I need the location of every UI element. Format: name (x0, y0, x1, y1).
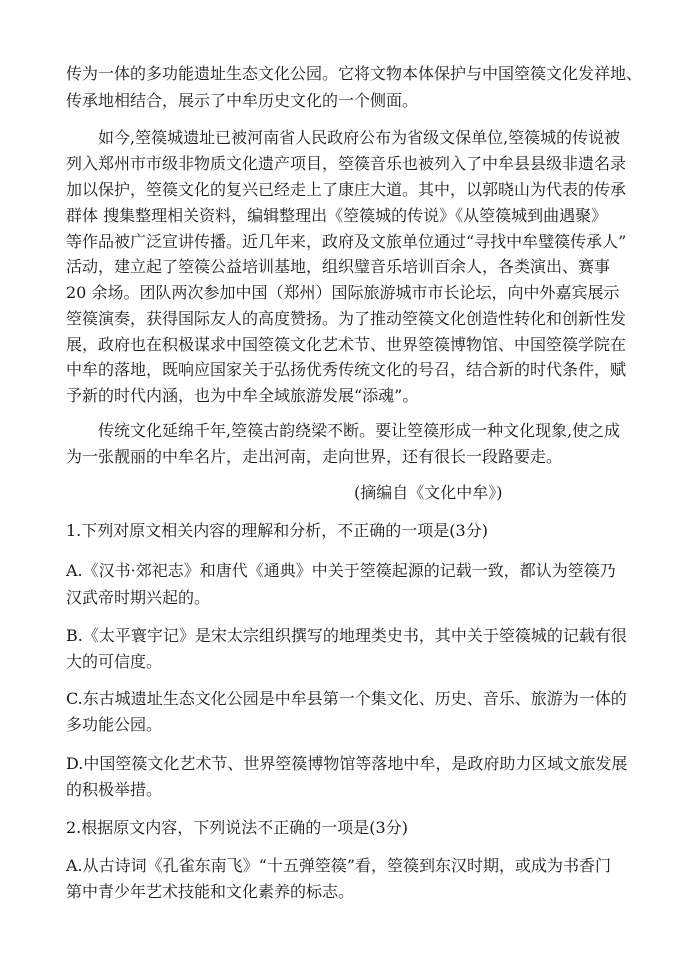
paragraph-2-line: 中牟的落地，既响应国家关于弘扬优秀传统文化的号召，结合新的时代条件，赋 (66, 360, 627, 379)
question-1-option-c: 多功能公园。 (66, 715, 163, 734)
question-1-option-a: A.《汉书·郊祀志》和唐代《通典》中关于箜篌起源的记载一致，都认为箜篌乃 (66, 561, 616, 580)
question-2-option-a: 第中青少年艺术技能和文化素养的标志。 (66, 882, 355, 901)
question-2-stem: 2.根据原文内容，下列说法不正确的一项是(3分) (66, 818, 408, 837)
paragraph-2-line: 加以保护，箜篌文化的复兴已经走上了康庄大道。其中，以郭晓山为代表的传承 (66, 180, 627, 199)
paragraph-2-line: 箜篌演奏，获得国际友人的高度赞扬。为了推动箜篌文化创造性转化和创新性发 (66, 309, 627, 328)
question-1-stem: 1.下列对原文相关内容的理解和分析，不正确的一项是(3分) (66, 521, 488, 540)
paragraph-2-line: 展，政府也在积极谋求中国箜篌文化艺术节、世界箜篌博物馆、中国箜篌学院在 (66, 335, 627, 354)
question-1-option-d: 的积极举措。 (66, 780, 163, 799)
paragraph-2-line: 20 余场。团队两次参加中国（郑州）国际旅游城市市长论坛，向中外嘉宾展示 (66, 283, 620, 302)
paragraph-2-line: 如今,箜篌城遗址已被河南省人民政府公布为省级文保单位,箜篌城的传说被 (98, 128, 621, 147)
paragraph-2-line: 群体 搜集整理相关资料，编辑整理出《箜篌城的传说》《从箜篌城到曲遇聚》 (66, 206, 608, 225)
paragraph-3-line: 传统文化延绵千年,箜篌古韵绕梁不断。要让箜篌形成一种文化现象,使之成 (98, 421, 621, 440)
intro-line: 传为一体的多功能遗址生态文化公园。它将文物本体保护与中国箜篌文化发祥地、 (66, 64, 643, 83)
question-2-option-a: A.从古诗词《孔雀东南飞》“十五弹箜篌”看，箜篌到东汉时期，或成为书香门 (66, 856, 612, 875)
question-1-option-a: 汉武帝时期兴起的。 (66, 588, 211, 607)
paragraph-2-line: 活动，建立起了箜篌公益培训基地，组织璧音乐培训百余人，各类演出、赛事 (66, 257, 611, 276)
paragraph-2-line: 列入郑州市市级非物质文化遗产项目，箜篌音乐也被列入了中牟县县级非遗名录 (66, 154, 627, 173)
paragraph-2-line: 予新的时代内涵，也为中牟全域旅游发展“添魂”。 (66, 386, 419, 405)
question-1-option-b: B.《太平寰宇记》是宋太宗组织撰写的地理类史书，其中关于箜篌城的记载有很 (66, 626, 627, 645)
paragraph-2-line: 等作品被广泛宣讲传播。近几年来，政府及文旅单位通过“寻找中牟璧篌传承人” (66, 232, 627, 251)
question-1-option-b: 大的可信度。 (66, 652, 163, 671)
question-1-option-d: D.中国箜篌文化艺术节、世界箜篌博物馆等落地中牟，是政府助力区域文旅发展 (66, 754, 628, 773)
paragraph-3-line: 为一张靓丽的中牟名片，走出河南，走向世界，还有很长一段路要走。 (66, 447, 563, 466)
source-note: (摘编自《文化中牟》) (354, 483, 503, 502)
intro-line: 传承地相结合，展示了中牟历史文化的一个侧面。 (66, 91, 419, 110)
question-1-option-c: C.东古城遗址生态文化公园是中牟县第一个集文化、历史、音乐、旅游为一体的 (66, 689, 627, 708)
